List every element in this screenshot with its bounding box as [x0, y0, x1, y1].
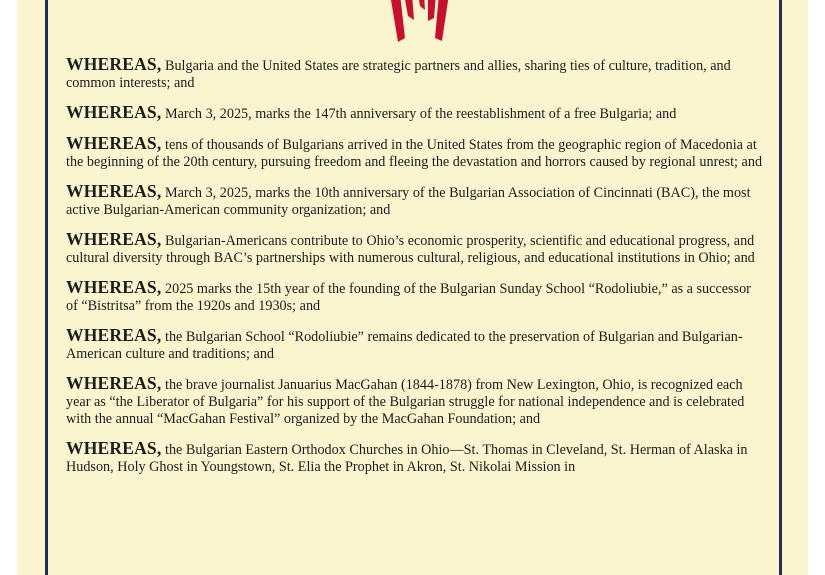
clause-text: 2025 marks the 15th year of the founding of the Bulgarian Sunday School “Rodoliubie,” as a successor of “Bistritsa” from the 1920s and 1930s; and [66, 281, 751, 314]
clause-text: March 3, 2025, marks the 10th anniversary of the Bulgarian Association of Cincinnati (BAC), the most active Bulgarian-American community organization; and [66, 185, 751, 218]
clause-text: Bulgarian-Americans contribute to Ohio’s economic prosperity, scientific and educational progress, and cultural diversity through BAC’s partnerships with numerous cultural, religious, and educational institutions in Ohio; and [66, 233, 755, 266]
whereas-clause [66, 375, 766, 428]
whereas-clause [66, 183, 766, 219]
whereas-clause [66, 327, 766, 363]
whereas-keyword: WHEREAS, [66, 438, 162, 458]
whereas-clause [66, 56, 766, 92]
whereas-clause [66, 440, 766, 476]
whereas-keyword: WHEREAS, [66, 54, 162, 74]
clause-text: the brave journalist Januarius MacGahan (1844-1878) from New Lexington, Ohio, is recognized each year as “the Liberator of Bulgaria” for his support of the Bulgarian struggle for national independence and is celebrated with the annual “MacGahan Festival” organized by the MacGahan Foundation; and [66, 377, 745, 427]
whereas-clause [66, 104, 766, 123]
whereas-keyword: WHEREAS, [66, 373, 162, 393]
whereas-keyword: WHEREAS, [66, 102, 162, 122]
clause-text: the Bulgarian Eastern Orthodox Churches in Ohio—St. Thomas in Cleveland, St. Herman of Alaska in Hudson, Holy Ghost in Youngstown, St. Elia the Prophet in Akron, St. Nikolai Mission in [66, 442, 748, 475]
clauses-list [66, 56, 766, 488]
whereas-keyword: WHEREAS, [66, 181, 162, 201]
whereas-clause [66, 231, 766, 267]
whereas-keyword: WHEREAS, [66, 325, 162, 345]
whereas-keyword: WHEREAS, [66, 229, 162, 249]
whereas-keyword: WHEREAS, [66, 133, 162, 153]
proclamation-page [17, 0, 808, 575]
clause-text: Bulgaria and the United States are strategic partners and allies, sharing ties of culture, tradition, and common interests; and [66, 58, 731, 91]
red-white-stripes-emblem-icon [384, 0, 454, 50]
right-border-line [779, 0, 782, 575]
whereas-keyword: WHEREAS, [66, 277, 162, 297]
whereas-clause [66, 135, 766, 171]
left-border-line [45, 0, 48, 575]
clause-text: March 3, 2025, marks the 147th anniversary of the reestablishment of a free Bulgaria; and [161, 106, 677, 122]
clause-text: the Bulgarian School “Rodoliubie” remains dedicated to the preservation of Bulgarian and Bulgarian-American culture and traditions; and [66, 329, 743, 362]
clause-text: tens of thousands of Bulgarians arrived in the United States from the geographic region of Macedonia at the beginning of the 20th century, pursuing freedom and fleeing the devastation and horrors caused by regional unrest; and [66, 137, 763, 170]
whereas-clause [66, 279, 766, 315]
